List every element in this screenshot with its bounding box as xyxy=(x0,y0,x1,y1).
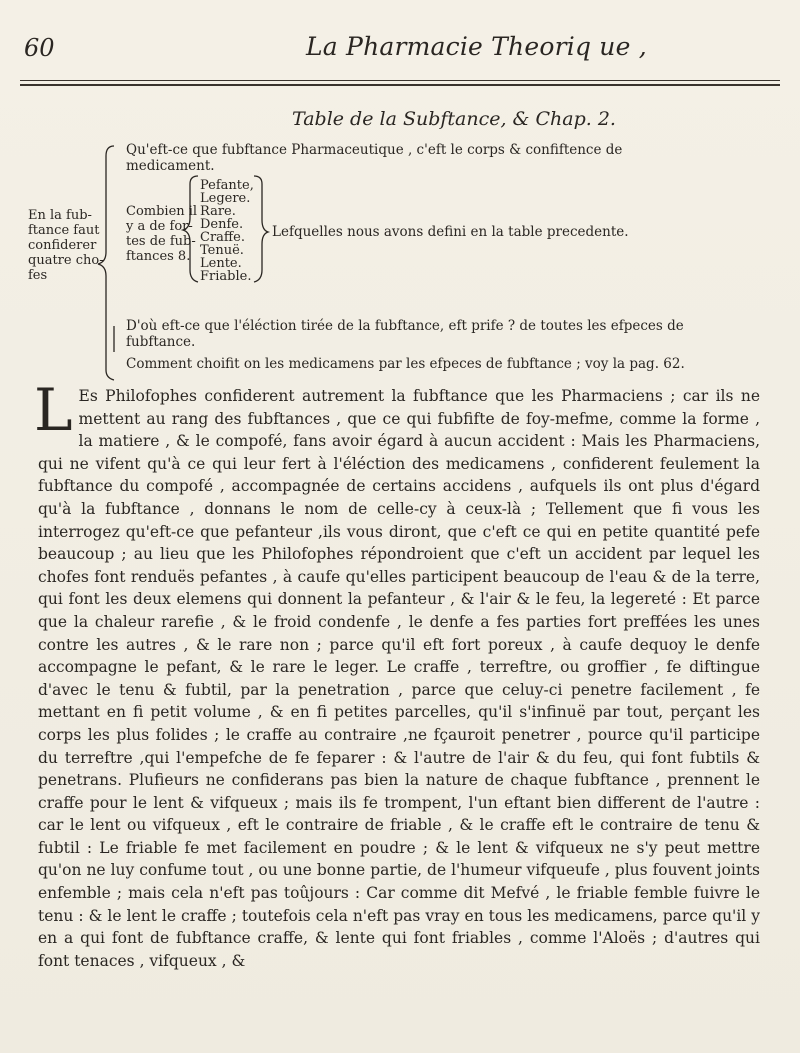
sort-item-6: Tenuë. xyxy=(200,243,244,258)
sort-item-7: Lente. xyxy=(200,256,242,271)
body-paragraph xyxy=(34,376,760,972)
header-rule-thin xyxy=(20,80,780,81)
row1-line-1: Qu'eft-ce que fubftance Pharmaceutique , c'eft le corps & confiftence de xyxy=(126,142,623,158)
sort-item-8: Friable. xyxy=(200,269,252,284)
body-text-content: Es Philofophes confiderent autrement la fubftance que les Pharmaciens ; car ils ne mettent au rang des fubftances , que ce qui fubfifte de foy-mefme, comme la forme , la matiere , & le compofé, fans avoir égard à aucun accident : Mais les Pharmaciens, qui ne vifent qu'à ce qui leur fert à l'éléction des medicamens , confiderent feulement la fubftance du compofé , accompagnée de certains accidens , aufquels ils ont plus d'égard qu'à la fubftance , donnans le nom de celle-cy à ceux-là ; Tellement que fi vous les interrogez qu'eft-ce que pefanteur ,ils vous diront, que c'eft ce qui en petite quantité pefe beaucoup ; au lieu que les Philofophes répondroient que c'eft un accident par lequel les chofes font renduës pefantes , à caufe qu'elles participent beaucoup de l'eau & de la terre, qui font les deux elemens qui donnent la pefanteur , & l'air & le feu, la legereté : Et parce que la chaleur rarefie , & le froid condenfe , le denfe a fes parties fort preffées les unes contre les autres , & le rare non ; parce qu'il eft fort poreux , à caufe dequoy le denfe accompagne le pefant, & le rare le leger. Le craffe , terreftre, ou groffier , fe diftingue d'avec le tenu & fubtil, par la penetration , parce que celuy-ci penetre facilement , fe mettant en fi petit volume , & en fi petites parcelles, qu'il s'infinuë par tout, perçant les corps les plus folides ; le craffe au contraire ,ne fçauroit penetrer , pource qu'il participe du terreftre ,qui l'empefche de fe feparer : & l'autre de l'air & du feu, qui font fubtils & penetrans. Plufieurs ne confiderans pas bien la nature de chaque fubftance , prennent le craffe pour le lent & vifqueux ; mais ils fe trompent, l'un eftant bien different de l'autre : car le lent ou vifqueux , eft le contraire de friable , & le craffe eft le contraire de tenu & fubtil : Le friable fe met facilement en poudre ; & le lent & vifqueux ne s'y peut mettre qu'on ne luy confume tout , ou une bonne partie, de l'humeur vifqueufe , plus fouvent joints enfemble ; mais cela n'eft pas toûjours : Car comme dit Mefvé , le friable femble fuivre le tenu : & le lent le craffe ; toutefois cela n'eft pas vray en tous les medicamens, parce qu'il y en a qui font de fubftance craffe, & lente qui font friables , comme l'Aloës ; d'autres qui font tenaces , vifqueux , & xyxy=(38,387,760,970)
table-title: Table de la Subftance, & Chap. 2. xyxy=(292,108,616,130)
sort-item-2: Legere. xyxy=(200,191,251,206)
sort-item-5: Craffe. xyxy=(200,230,245,245)
row3-line-2: fubftance. xyxy=(126,334,196,350)
drop-cap: L xyxy=(34,376,73,444)
combien-line-3: tes de fub- xyxy=(126,234,196,249)
left-label-line-1: En la fub- xyxy=(28,208,92,223)
left-label-line-4: quatre cho- xyxy=(28,253,104,268)
combien-line-1: Combien il xyxy=(126,204,198,219)
running-head: La Pharmacie Theoriq ue , xyxy=(306,32,647,61)
row4-line: Comment choifit on les medicamens par les efpeces de fubftance ; voy la pag. 62. xyxy=(126,356,685,372)
sort-item-4: Denfe. xyxy=(200,217,244,232)
sort-item-3: Rare. xyxy=(200,204,236,219)
combien-line-2: y a de for- xyxy=(126,219,193,234)
sort-item-1: Pefante, xyxy=(200,178,254,193)
row3-line-1: D'où eft-ce que l'éléction tirée de la fubftance, eft prife ? de toutes les efpeces de xyxy=(126,318,684,334)
left-label-line-2: ftance faut xyxy=(28,223,100,238)
sorts-brace-right xyxy=(254,176,268,282)
combien-line-4: ftances 8. xyxy=(126,249,191,264)
row1-line-2: medicament. xyxy=(126,158,215,174)
header-rule-thick xyxy=(20,84,780,86)
left-label-line-3: confiderer xyxy=(28,238,97,253)
sorts-note: Lefquelles nous avons defini en la table precedente. xyxy=(272,224,629,240)
left-label-line-5: fes xyxy=(28,268,48,283)
page-number: 60 xyxy=(24,34,55,62)
